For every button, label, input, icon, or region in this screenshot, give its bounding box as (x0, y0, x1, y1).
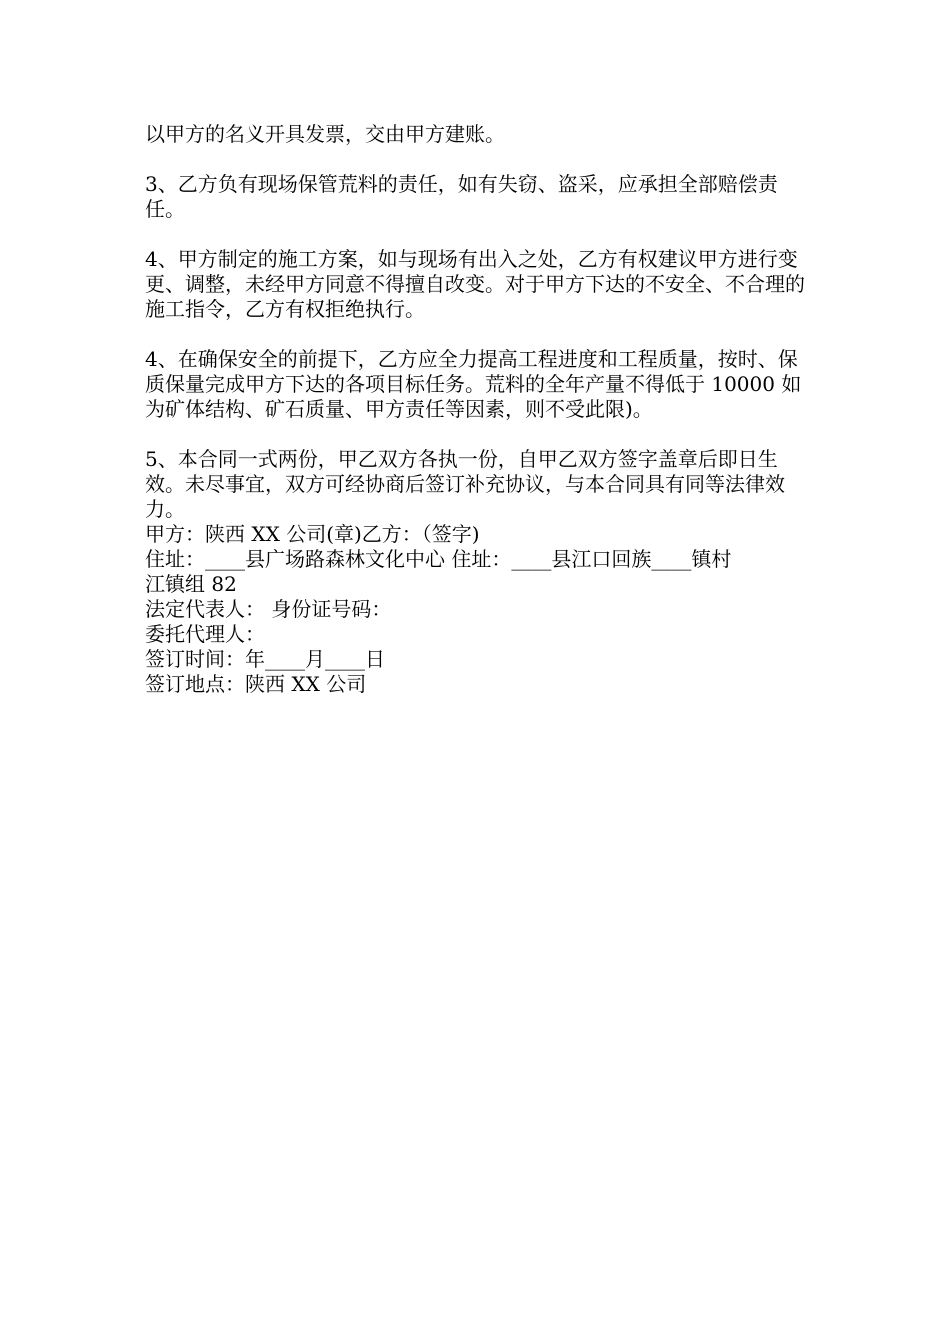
paragraph-clause-3: 3、乙方负有现场保管荒料的责任，如有失窃、盗采，应承担全部赔偿责任。 (145, 172, 778, 221)
signing-place-line: 签订地点：陕西 XX 公司 (145, 672, 367, 696)
paragraph-clause-4b: 4、在确保安全的前提下，乙方应全力提高工程进度和工程质量，按时、保质保量完成甲方下达的各项目标任务。荒料的全年产量不得低于 10000 如为矿体结构、矿石质量、甲方责任等因素，则不受此限)。 (145, 347, 802, 421)
document-body (145, 122, 810, 697)
paragraph-clause-4a: 4、甲方制定的施工方案，如与现场有出入之处，乙方有权建议甲方进行变更、调整，未经甲方同意不得擅自改变。对于甲方下达的不安全、不合理的施工指令，乙方有权拒绝执行。 (145, 247, 805, 321)
address-line: 住址：____县广场路森林文化中心 住址：____县江口回族____镇村 (145, 547, 732, 571)
paragraph-invoice: 以甲方的名义开具发票，交由甲方建账。 (145, 122, 505, 146)
signature-block (145, 522, 810, 697)
agent-line: 委托代理人： (145, 622, 265, 646)
signing-date-line: 签订时间：年____月____日 (145, 647, 385, 671)
party-line: 甲方：陕西 XX 公司(章)乙方：（签字) (145, 522, 480, 546)
legal-representative-line: 法定代表人： 身份证号码： (145, 597, 392, 621)
paragraph-clause-5: 5、本合同一式两份，甲乙双方各执一份，自甲乙双方签字盖章后即日生效。未尽事宜，双方可经协商后签订补充协议，与本合同具有同等法律效力。 (145, 447, 785, 521)
address-line-continued: 江镇组 82 (145, 572, 237, 596)
